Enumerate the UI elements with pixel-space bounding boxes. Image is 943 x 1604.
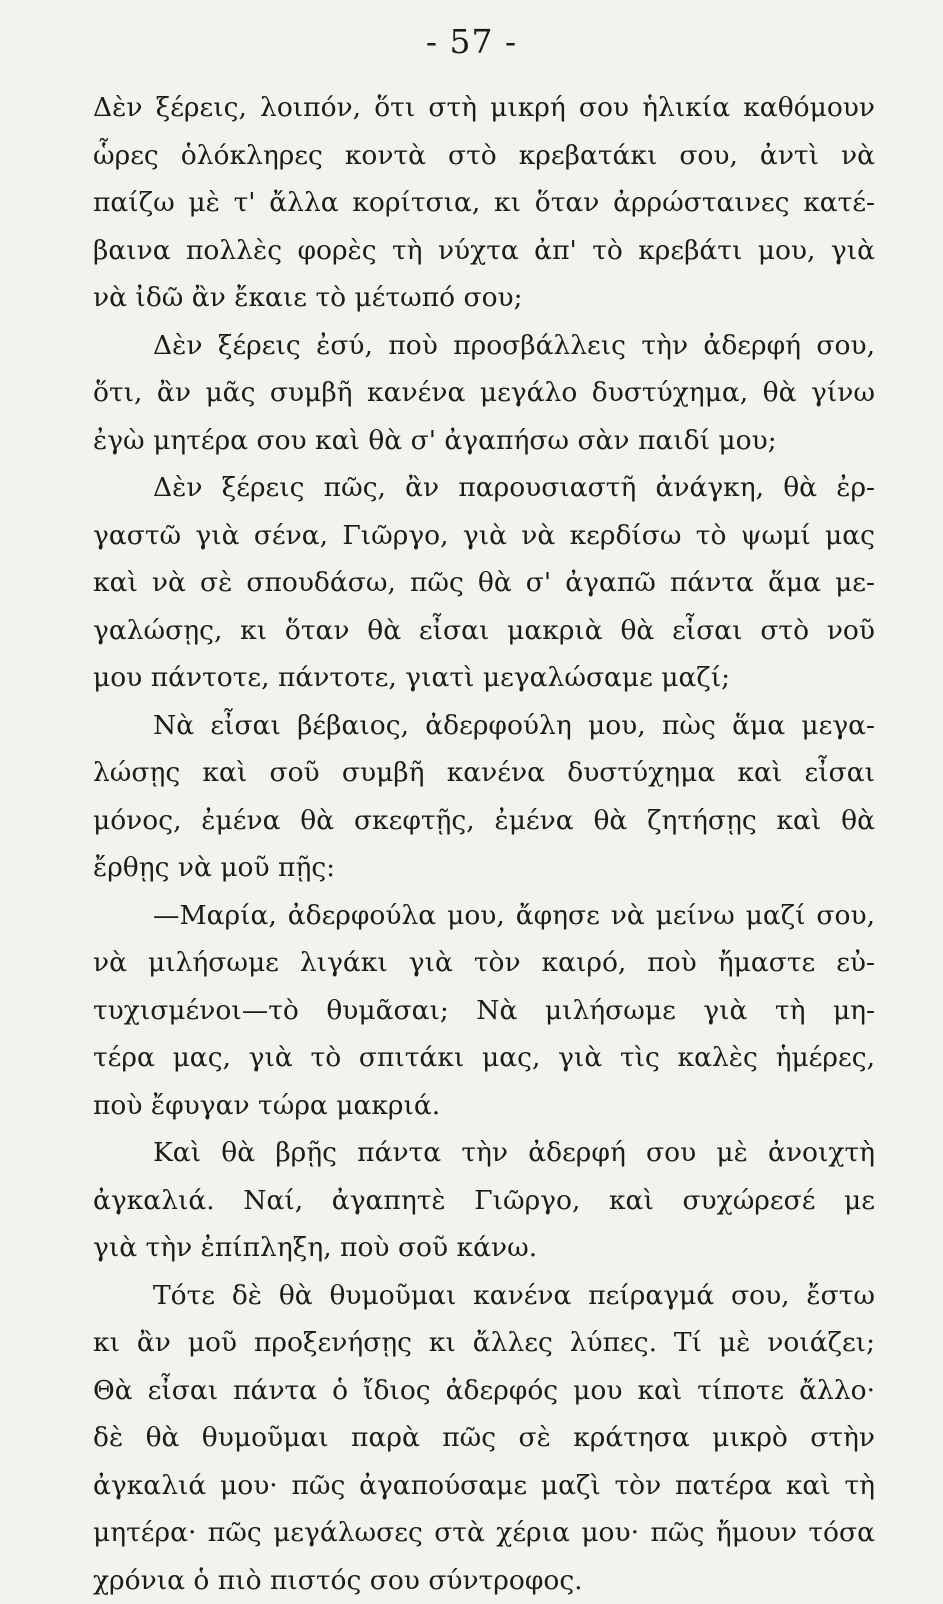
text-line: κι ἂν μοῦ προξενήσῃς κι ἄλλες λύπες. Τί μὲ νοιάζει;	[93, 1319, 875, 1367]
text-line: μόνος, ἐμένα θὰ σκεφτῇς, ἐμένα θὰ ζητήσῃς καὶ θὰ	[93, 797, 875, 845]
text-line: ποὺ ἔφυγαν τώρα μακριά.	[93, 1082, 875, 1130]
text-line: ἔρθῃς νὰ μοῦ πῇς:	[93, 844, 875, 892]
text-line: τέρα μας, γιὰ τὸ σπιτάκι μας, γιὰ τὶς καλὲς ἡμέρες,	[93, 1034, 875, 1082]
text-line: γιὰ τὴν ἐπίπληξη, ποὺ σοῦ κάνω.	[93, 1224, 875, 1272]
text-line: δὲ θὰ θυμοῦμαι παρὰ πῶς σὲ κράτησα μικρὸ στὴν	[93, 1414, 875, 1462]
text-line: παίζω μὲ τ' ἄλλα κορίτσια, κι ὅταν ἀρρώσταινες κατέ-	[93, 179, 875, 227]
page-number: - 57 -	[0, 22, 943, 61]
body-text	[93, 84, 875, 1604]
text-line: γαστῶ γιὰ σένα, Γιῶργο, γιὰ νὰ κερδίσω τὸ ψωμί μας	[93, 512, 875, 560]
text-line: Θὰ εἶσαι πάντα ὁ ἴδιος ἀδερφός μου καὶ τίποτε ἄλλο·	[93, 1367, 875, 1415]
text-line: χρόνια ὁ πιὸ πιστός σου σύντροφος.	[93, 1557, 875, 1604]
text-line: καὶ νὰ σὲ σπουδάσω, πῶς θὰ σ' ἀγαπῶ πάντα ἅμα με-	[93, 559, 875, 607]
text-line: Δὲν ξέρεις ἐσύ, ποὺ προσβάλλεις τὴν ἀδερφή σου,	[93, 322, 875, 370]
text-line: γαλώσῃς, κι ὅταν θὰ εἶσαι μακριὰ θὰ εἶσαι στὸ νοῦ	[93, 607, 875, 655]
text-line: Νὰ εἶσαι βέβαιος, ἀδερφούλη μου, πὼς ἅμα μεγα-	[93, 702, 875, 750]
text-line: ἐγὼ μητέρα σου καὶ θὰ σ' ἀγαπήσω σὰν παιδί μου;	[93, 417, 875, 465]
text-line: —Μαρία, ἀδερφούλα μου, ἄφησε νὰ μείνω μαζί σου,	[93, 892, 875, 940]
text-line: ἀγκαλιά μου· πῶς ἀγαπούσαμε μαζὶ τὸν πατέρα καὶ τὴ	[93, 1462, 875, 1510]
text-line: Δὲν ξέρεις πῶς, ἂν παρουσιαστῆ ἀνάγκη, θὰ ἐρ-	[93, 464, 875, 512]
text-line: Δὲν ξέρεις, λοιπόν, ὅτι στὴ μικρή σου ἡλικία καθόμουν	[93, 84, 875, 132]
text-line: ὧρες ὁλόκληρες κοντὰ στὸ κρεβατάκι σου, ἀντὶ νὰ	[93, 132, 875, 180]
text-line: ἀγκαλιά. Ναί, ἀγαπητὲ Γιῶργο, καὶ συχώρεσέ με	[93, 1177, 875, 1225]
text-line: λώσῃς καὶ σοῦ συμβῆ κανένα δυστύχημα καὶ εἶσαι	[93, 749, 875, 797]
text-line: Καὶ θὰ βρῇς πάντα τὴν ἀδερφή σου μὲ ἀνοιχτὴ	[93, 1129, 875, 1177]
text-line: μητέρα· πῶς μεγάλωσες στὰ χέρια μου· πῶς ἤμουν τόσα	[93, 1509, 875, 1557]
text-line: νὰ ἰδῶ ἂν ἔκαιε τὸ μέτωπό σου;	[93, 274, 875, 322]
text-line: μου πάντοτε, πάντοτε, γιατὶ μεγαλώσαμε μαζί;	[93, 654, 875, 702]
text-line: ὅτι, ἂν μᾶς συμβῆ κανένα μεγάλο δυστύχημα, θὰ γίνω	[93, 369, 875, 417]
text-line: νὰ μιλήσωμε λιγάκι γιὰ τὸν καιρό, ποὺ ἤμαστε εὐ-	[93, 939, 875, 987]
text-line: τυχισμένοι—τὸ θυμᾶσαι; Νὰ μιλήσωμε γιὰ τὴ μη-	[93, 987, 875, 1035]
text-line: Τότε δὲ θὰ θυμοῦμαι κανένα πείραγμά σου, ἔστω	[93, 1272, 875, 1320]
text-line: βαινα πολλὲς φορὲς τὴ νύχτα ἀπ' τὸ κρεβάτι μου, γιὰ	[93, 227, 875, 275]
